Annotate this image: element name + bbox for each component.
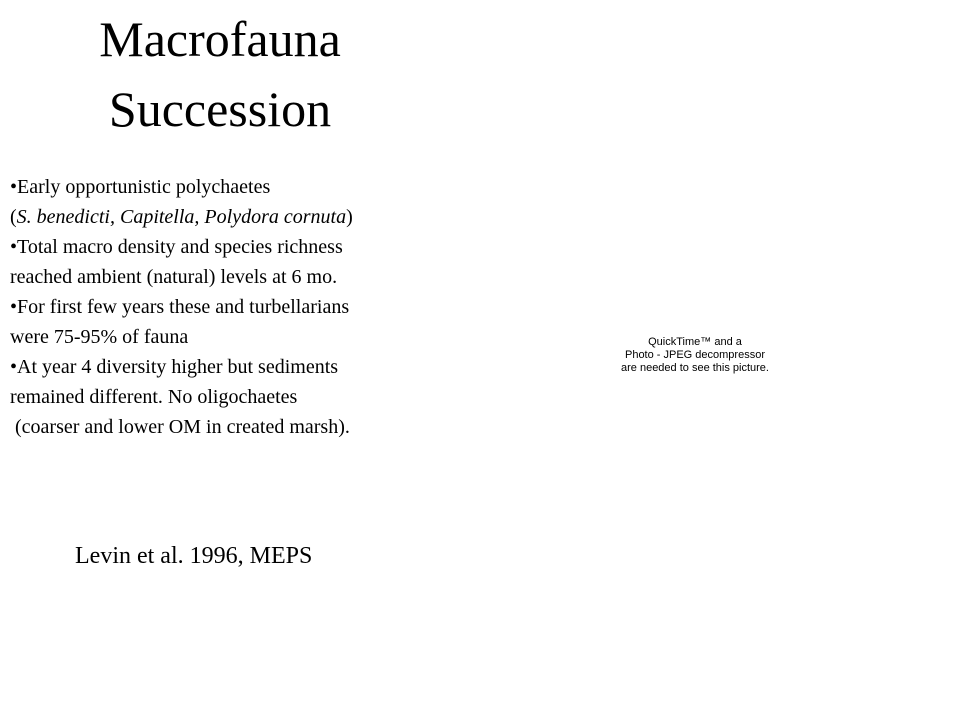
bullet-text: •Early opportunistic polychaetes bbox=[10, 176, 271, 198]
citation: Levin et al. 1996, MEPS bbox=[75, 543, 313, 569]
slide-title bbox=[40, 4, 400, 144]
title-line: Succession bbox=[108, 81, 332, 137]
bullet-item-turbellarians bbox=[10, 292, 510, 352]
title-line: Macrofauna bbox=[99, 11, 341, 67]
species-names: S. benedicti, Capitella, Polydora cornuta bbox=[16, 206, 347, 228]
bullet-text: remained different. No oligochaetes bbox=[10, 386, 298, 408]
bullet-list bbox=[10, 172, 510, 442]
species-list bbox=[10, 202, 510, 232]
paren-open: ( bbox=[10, 206, 17, 228]
bullet-text: •Total macro density and species richness bbox=[10, 236, 343, 258]
paren-close: ) bbox=[346, 206, 353, 228]
bullet-item-year-4 bbox=[10, 352, 510, 442]
placeholder-text: are needed to see this picture. bbox=[621, 362, 769, 374]
bullet-text: (coarser and lower OM in created marsh). bbox=[10, 416, 350, 438]
bullet-item-early-polychaetes bbox=[10, 172, 510, 232]
bullet-text: were 75-95% of fauna bbox=[10, 326, 189, 348]
bullet-item-density bbox=[10, 232, 510, 292]
bullet-text: •For first few years these and turbellarians bbox=[10, 296, 350, 318]
missing-picture-placeholder bbox=[605, 336, 785, 375]
bullet-text: •At year 4 diversity higher but sediments bbox=[10, 356, 339, 378]
placeholder-text: QuickTime™ and a bbox=[648, 336, 742, 348]
placeholder-text: Photo - JPEG decompressor bbox=[624, 349, 765, 361]
bullet-text: reached ambient (natural) levels at 6 mo. bbox=[10, 266, 338, 288]
